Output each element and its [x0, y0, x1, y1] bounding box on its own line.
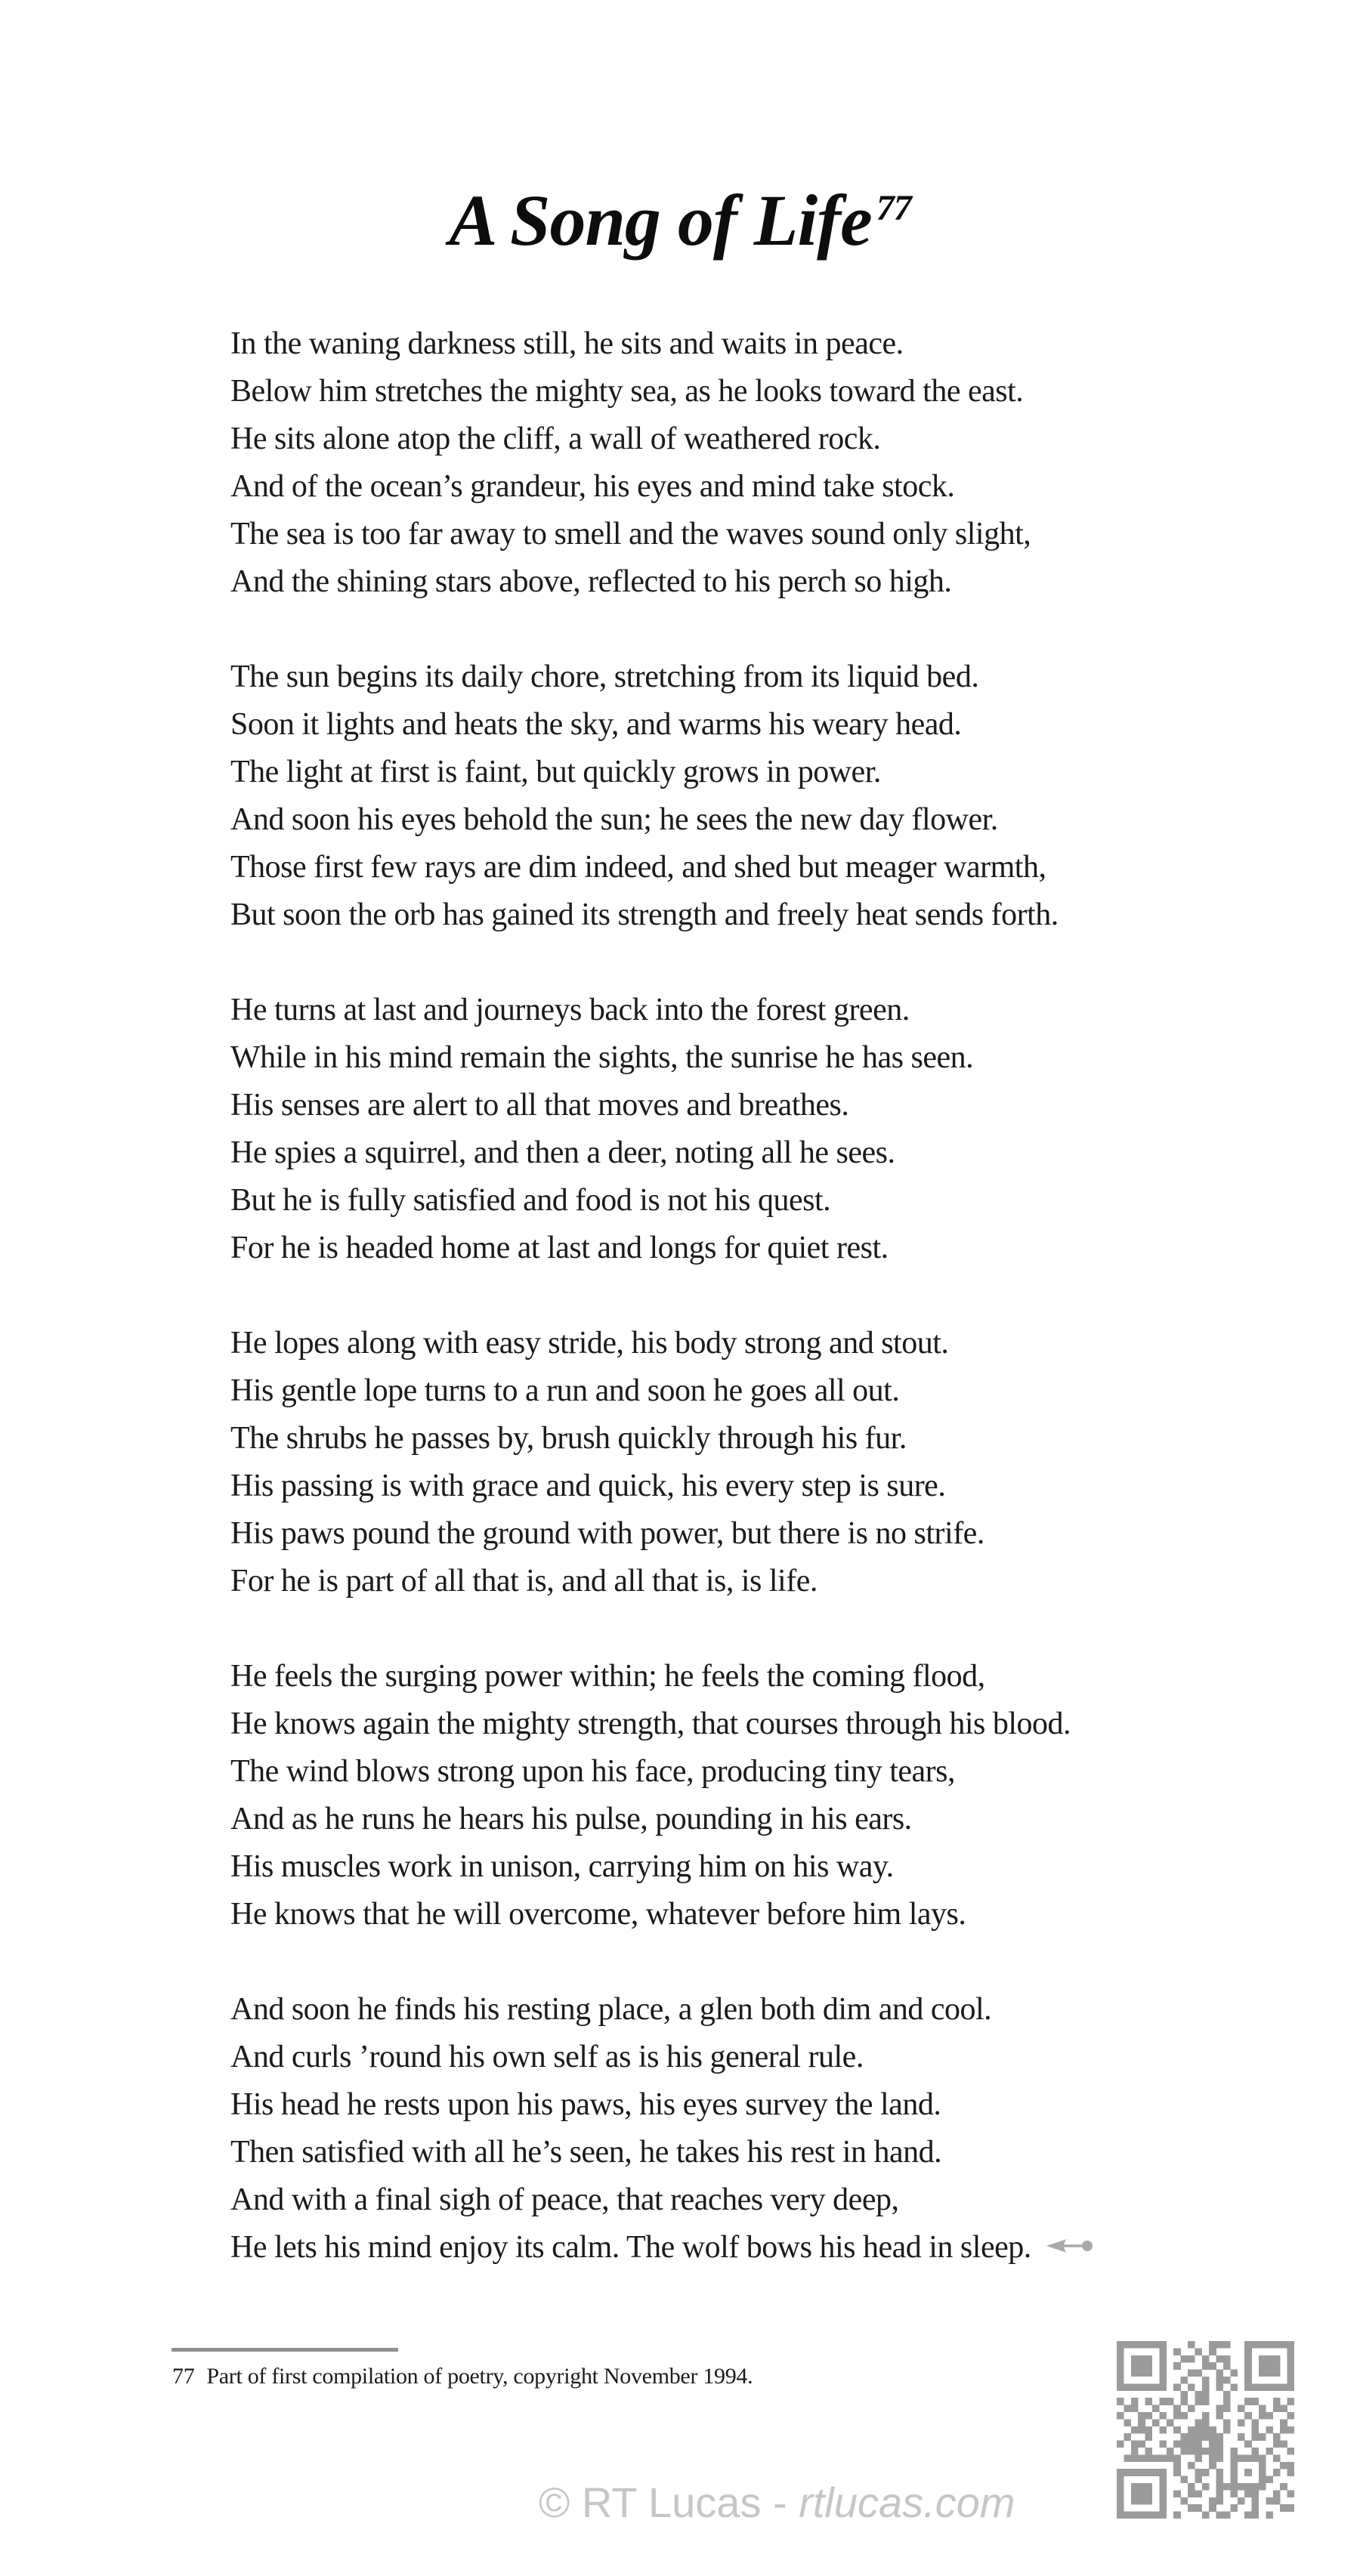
footnote-divider [172, 2348, 398, 2352]
poem-line: And curls ’round his own self as is his general rule. [230, 2040, 864, 2074]
poem-line: And soon his eyes behold the sun; he sees the new day flower. [230, 802, 998, 837]
stanza [230, 653, 1093, 939]
poem-line: The light at first is faint, but quickly grows in power. [230, 755, 881, 789]
title-text: A Song of Life [449, 180, 872, 261]
stanza [230, 1320, 1093, 1605]
poem-line: He lopes along with easy stride, his body strong and stout. [230, 1326, 949, 1361]
watermark-site-text: rtlucas.com [799, 2479, 1015, 2526]
poem-line: He spies a squirrel, and then a deer, noting all he sees. [230, 1135, 895, 1170]
stanza [230, 1653, 1093, 1938]
watermark [539, 2480, 1015, 2525]
poem-line: His muscles work in unison, carrying him on his way. [230, 1849, 894, 1884]
stanza [230, 987, 1093, 1272]
left-arrow-end-mark [1046, 2238, 1093, 2254]
poem-line: The sun begins its daily chore, stretching from its liquid bed. [230, 659, 979, 694]
poem-body [230, 320, 1093, 2319]
stanza [230, 320, 1093, 606]
poem-line: His paws pound the ground with power, but there is no strife. [230, 1516, 984, 1551]
poem-line: And of the ocean’s grandeur, his eyes and mind take stock. [230, 469, 955, 504]
poem-line: He feels the surging power within; he feels the coming flood, [230, 1659, 985, 1694]
poem-line: For he is headed home at last and longs for quiet rest. [230, 1231, 889, 1265]
poem-line: Then satisfied with all he’s seen, he takes his rest in hand. [230, 2135, 942, 2170]
poem-line: In the waning darkness still, he sits and waits in peace. [230, 326, 904, 361]
poem-line: He knows that he will overcome, whatever before him lays. [230, 1897, 966, 1932]
watermark-copyright-text: © RT Lucas - [539, 2479, 799, 2526]
stanza [230, 1986, 1093, 2272]
poem-line: His head he rests upon his paws, his eyes survey the land. [230, 2087, 941, 2122]
poem-line: The shrubs he passes by, brush quickly through his fur. [230, 1421, 907, 1456]
footnote-marker: 77 [172, 2364, 195, 2389]
page-title [0, 168, 1360, 273]
poem-line: And soon he finds his resting place, a glen both dim and cool. [230, 1992, 992, 2027]
poem-line: And the shining stars above, reflected to his perch so high. [230, 564, 952, 599]
poem-line: But soon the orb has gained its strength and freely heat sends forth. [230, 897, 1059, 932]
poem-line: Below him stretches the mighty sea, as he looks toward the east. [230, 374, 1024, 409]
poem-line: He knows again the mighty strength, that courses through his blood. [230, 1707, 1071, 1741]
poem-line: And with a final sigh of peace, that reaches very deep, [230, 2182, 899, 2217]
poem-line: Soon it lights and heats the sky, and warms his weary head. [230, 707, 962, 742]
poem-line: But he is fully satisfied and food is not his quest. [230, 1183, 831, 1218]
poem-line: His gentle lope turns to a run and soon he goes all out. [230, 1373, 900, 1408]
poem-line: His senses are alert to all that moves and breathes. [230, 1088, 849, 1123]
poem-line: His passing is with grace and quick, his every step is sure. [230, 1469, 946, 1503]
poem-line: And as he runs he hears his pulse, pounding in his ears. [230, 1802, 912, 1836]
qr-code-icon [1117, 2341, 1294, 2519]
poem-line: The sea is too far away to smell and the waves sound only slight, [230, 517, 1031, 551]
poem-line: Those first few rays are dim indeed, and shed but meager warmth, [230, 850, 1046, 885]
poem-line: The wind blows strong upon his face, producing tiny tears, [230, 1754, 955, 1789]
poem-line: While in his mind remain the sights, the sunrise he has seen. [230, 1040, 974, 1075]
poem-line: For he is part of all that is, and all that is, is life. [230, 1564, 818, 1598]
poem-line: He sits alone atop the cliff, a wall of weathered rock. [230, 422, 881, 456]
poem-line: He turns at last and journeys back into the forest green. [230, 993, 910, 1027]
footnote-text: Part of first compilation of poetry, copyright November 1994. [206, 2364, 753, 2389]
title-footnote-ref: 77 [876, 188, 911, 228]
footnote [172, 2361, 753, 2392]
poem-line: He lets his mind enjoy its calm. The wolf bows his head in sleep. [230, 2224, 1093, 2272]
